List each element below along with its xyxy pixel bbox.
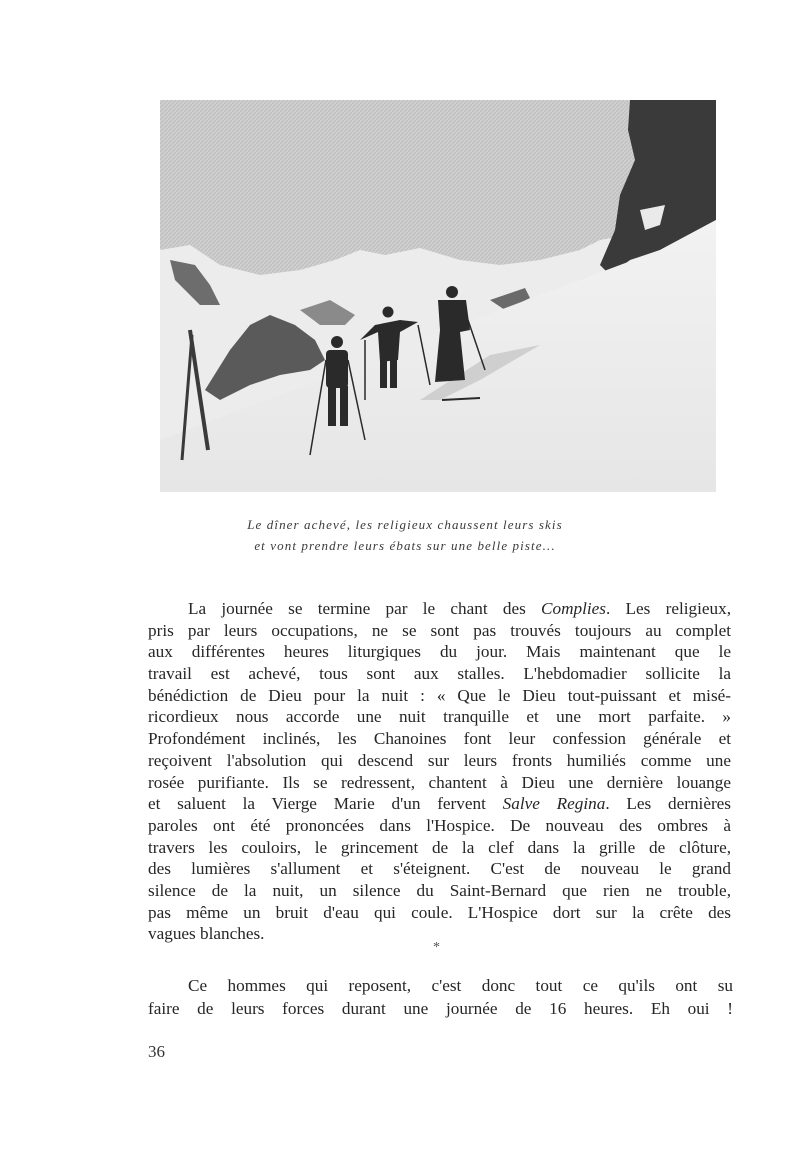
text-line: Profondément inclinés, les Chanoines font leur confession générale et (148, 729, 731, 749)
text-line: travers les couloirs, le grincement de la clef dans la grille de clôture, (148, 837, 731, 857)
paragraph-complies (148, 598, 731, 945)
text-line: ricordieux nous accorde une nuit tranquille et une mort parfaite. » (148, 707, 731, 727)
mountain-image (160, 100, 716, 492)
caption-line-2: et vont prendre leurs ébats sur une belle piste... (254, 538, 556, 553)
text-line: aux différentes heures liturgiques du jour. Mais maintenant que le (148, 642, 731, 662)
text-line: reçoivent l'absolution qui descend sur leurs fronts humiliés comme une (148, 750, 731, 770)
text-line: paroles ont été prononcées dans l'Hospice. De nouveau des ombres à (148, 815, 731, 835)
page-number: 36 (148, 1042, 165, 1061)
section-separator: * (433, 940, 440, 955)
ski-photo (160, 100, 716, 492)
photo-caption (200, 514, 610, 556)
text-line: Ce hommes qui reposent, c'est donc tout ce qu'ils ont su (188, 976, 733, 995)
text-line: pas même un bruit d'eau qui coule. L'Hospice dort sur la crête des (148, 902, 731, 922)
text-line: La journée se termine par le chant des Complies. Les religieux, (188, 599, 732, 618)
text-line: travail est achevé, tous sont aux stalles. L'hebdomadier sollicite la (148, 664, 731, 684)
text-line: faire de leurs forces durant une journée de 16 heures. Eh oui ! (148, 999, 733, 1018)
text-line: vagues blanches. (148, 924, 265, 944)
text-line: et saluent la Vierge Marie d'un fervent Salve Regina. Les dernières (148, 794, 732, 814)
paragraph-hommes (148, 974, 733, 1020)
text-line: silence de la nuit, un silence du Saint-Bernard que rien ne trouble, (148, 880, 731, 900)
text-line: bénédiction de Dieu pour la nuit : « Que le Dieu tout-puissant et misé- (148, 685, 731, 705)
text-line: rosée purifiante. Ils se redressent, chantent à Dieu une dernière louange (148, 772, 731, 792)
text-line: pris par leurs occupations, ne se sont pas trouvés toujours au complet (148, 620, 731, 640)
text-line: des lumières s'allument et s'éteignent. C'est de nouveau le grand (148, 859, 731, 879)
caption-line-1: Le dîner achevé, les religieux chaussent leurs skis (247, 517, 563, 532)
